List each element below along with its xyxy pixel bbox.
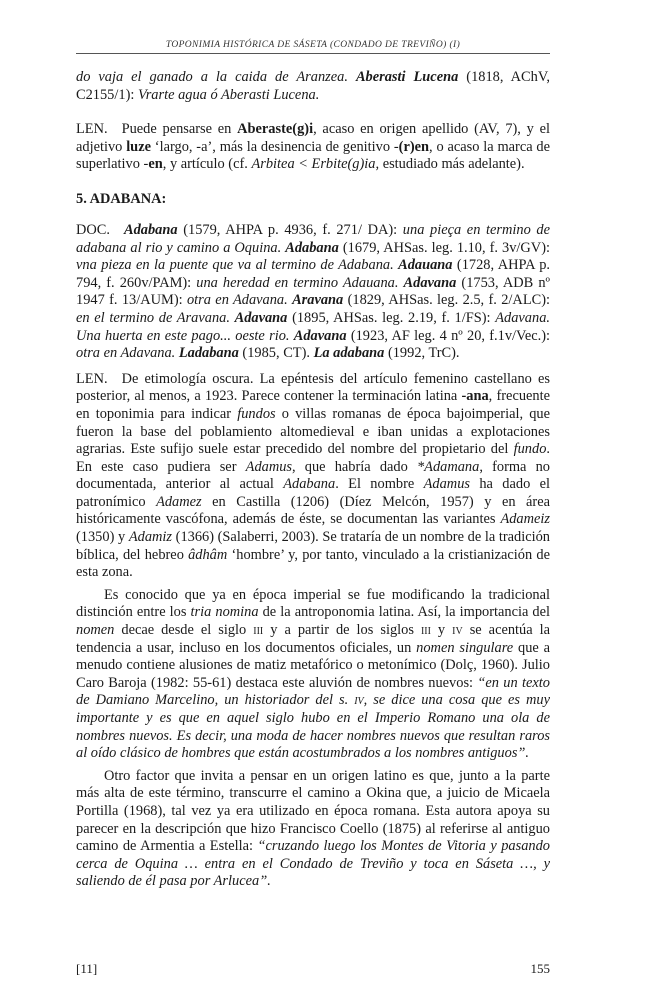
paragraph-len-aberasti: LEN. Puede pensarse en Aberaste(g)i, acaso en origen apellido (AV, 7), y el adjetivo luze ‘largo, -a’, más la desinencia de genitivo -(r)en, o acaso la marca de superlativo -en, y artículo (cf. Arbitea < Erbite(g)ia, estudiado más adelante). bbox=[76, 121, 551, 173]
paragraph-doc-adabana: DOC. Adabana (1579, AHPA p. 4936, f. 271/ DA): una pieça en termino de adabana al rio y camino a Oquina. Adabana (1679, AHSas. leg. 1.10, f. 3v/GV): vna pieza en la puente que va al termino de Adabana. Adauana (1728, AHPA p. 794, f. 260v/PAM): una heredad en termino Adauana. Adavana (1753, ADB nº 1947 f. 13/AUM): otra en Adavana. Aravana (1829, AHSas. leg. 2.5, f. 2/ALC): en el termino de Aravana. Adavana (1895, AHSas. leg. 2.19, f. 1/FS): Adavana. Una huerta en este pago... oeste rio. Adavana (1923, AF leg. 4 nº 20, f.1v/Vec.): otra en Adavana. Ladabana (1985, CT). La adabana (1992, TrC). bbox=[76, 221, 550, 362]
len-label: LEN. bbox=[76, 121, 108, 138]
len-label: LEN. bbox=[76, 370, 108, 387]
page-body bbox=[76, 40, 550, 891]
paragraph-imperial: Es conocido que ya en época imperial se fue modificando la tradicional distinción entre los tria nomina de la antroponomia latina. Así, la importancia del nomen decae desde el siglo iii y a partir de los siglos iii y iv se acentúa la tendencia a usar, incluso en los documentos oficiales, un nomen singulare que a menudo contiene alusiones de matiz metafórico o metonímico (Dolç, 1960). Julio Caro Baroja (1982: 55-61) destaca este aluvión de nombres nuevos: “en un texto de Damiano Marcelino, un historiador del s. iv, se dice una cosa que es muy importante y es que en aquel siglo hubo en el Imperio Romano una ola de nombres nuevos. Es decir, una moda de hacer nombres nuevos que resultan raros al oído clásico de hombres que están acostumbrados a los nombres antiguos”. bbox=[76, 586, 551, 762]
footer-section-number: [11] bbox=[76, 961, 98, 976]
paragraph-camino: Otro factor que invita a pensar en un origen latino es que, junto a la parte más alta de este término, transcurre el camino a Okina que, a juicio de Micaela Portilla (1968), tal vez ya era utilizado en época romana. Esta autora apoya su parecer en la descripción que hizo Francisco Coello (1875) al referirse al antiguo camino de Armentia a Estella: “cruzando luego los Montes de Vitoria y pasando cerca de Oquina … entra en el Condado de Treviño y toca en Sáseta …, y saliendo de él pasa por Arlucea”. bbox=[76, 767, 550, 890]
doc-label: DOC. bbox=[76, 221, 110, 238]
paragraph-len-adabana: LEN. De etimología oscura. La epéntesis del artículo femenino castellano es posterior, al menos, a 1923. Parece contener la terminación latina -ana, frecuente en toponimia para indicar fundos o villas romanas de época bajoimperial, que fueron la base del poblamiento altomedieval e iban unidas a explotaciones agrarias. Este sufijo suele estar precedido del nombre del propietario del fundo. En este caso pudiera ser Adamus, que habría dado *Adamana, forma no documentada, anterior al actual Adabana. El nombre Adamus ha dado el patronímico Adamez en Castilla (1206) (Díez Melcón, 1957) y en área históricamente vascófona, además de éste, se documentan las variantes Adameiz (1350) y Adamiz (1366) (Salaberri, 2003). Se trataría de un nombre de la tradición bíblica, del hebreo âdhâm ‘hombre’ y, por tanto, vinculado a la cristianización de esta zona. bbox=[76, 370, 551, 581]
page-number: 155 bbox=[530, 961, 550, 976]
section-title: 5. ADABANA: bbox=[76, 190, 167, 207]
running-header: TOPONIMIA HISTÓRICA DE SÁSETA (CONDADO DE TREVIÑO) (I) bbox=[76, 40, 550, 54]
paragraph-continuation: do vaja el ganado a la caida de Aranzea. Aberasti Lucena (1818, AChV, C2155/1): Vrarte agua ó Aberasti Lucena. bbox=[76, 69, 550, 103]
page-footer bbox=[76, 961, 550, 977]
